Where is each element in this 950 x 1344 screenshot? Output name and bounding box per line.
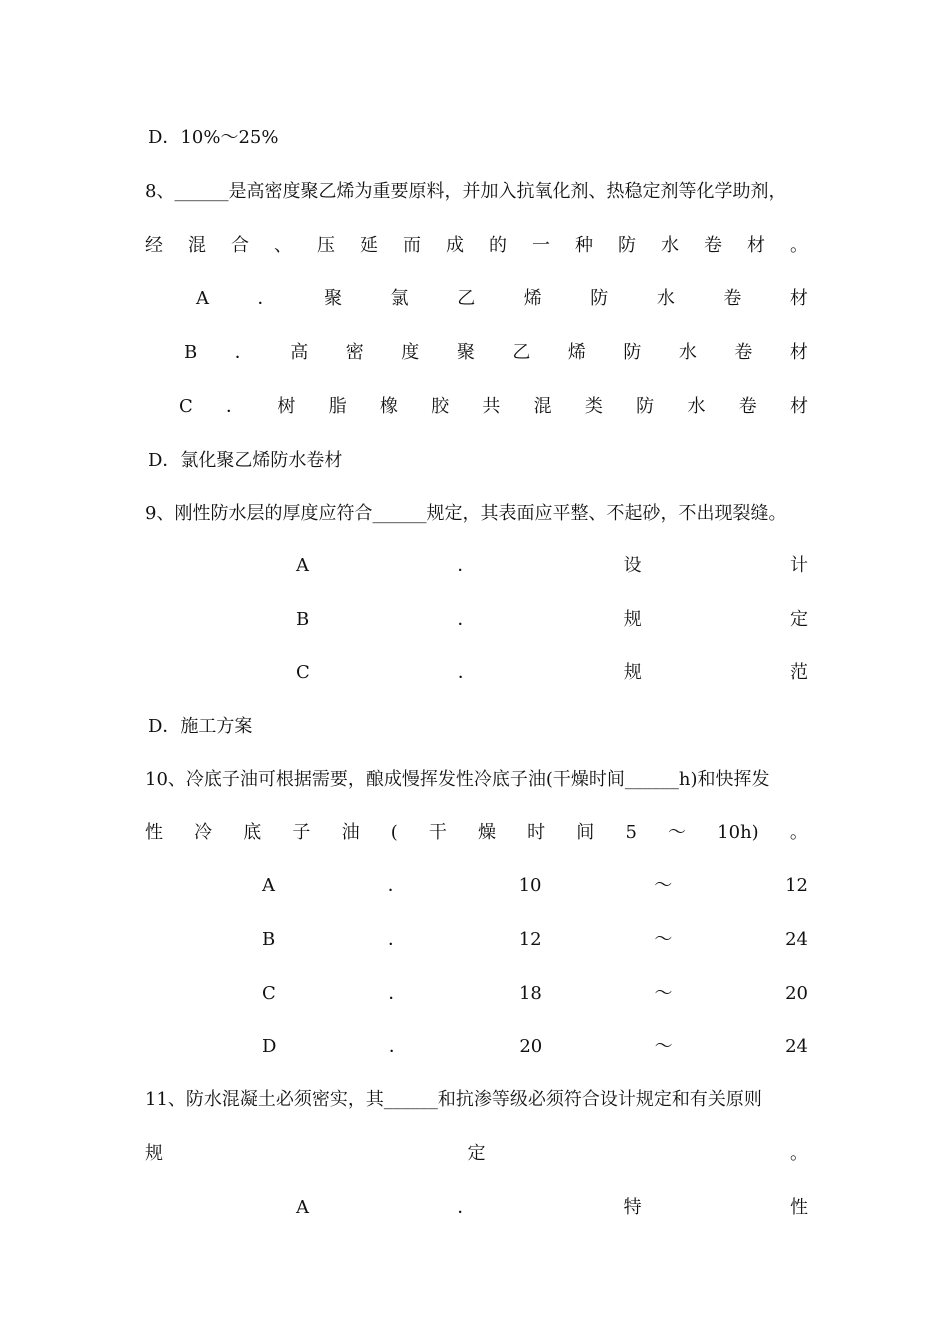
q8-stem-line-2-token: 混 (188, 235, 206, 256)
q10-stem-line-2-token: 燥 (478, 822, 497, 843)
q11-option-a-token: A (296, 1197, 309, 1218)
q8-option-b-token: 烯 (567, 342, 586, 363)
q9-option-a-token: 设 (623, 555, 642, 576)
q8-stem-line-2-token: 合 (231, 235, 249, 256)
q10-option-b-token: 24 (785, 929, 808, 950)
q8-option-b-token: 密 (345, 342, 364, 363)
q10-option-c-token: ． (388, 983, 407, 1004)
q10-stem-line-2-token: 油 (341, 822, 360, 843)
q11-option-a-token: 性 (789, 1197, 808, 1218)
q8-stem-line-2-token: 的 (489, 235, 507, 256)
q11-stem-line-2 (145, 1142, 808, 1166)
q8-option-c-token: 水 (687, 396, 706, 417)
q8-option-b-token: 卷 (734, 342, 753, 363)
q9-option-b-token: ． (457, 609, 476, 630)
q9-option-a-token: 计 (789, 555, 808, 576)
q10-option-b (262, 928, 808, 952)
q10-option-b-token: 12 (518, 929, 542, 950)
q11-stem-line-2-token: 规 (145, 1143, 163, 1164)
q8-option-c-token: 共 (482, 396, 501, 417)
q8-option-b-token: 防 (623, 342, 642, 363)
q10-option-a-token: ． (387, 875, 406, 896)
q8-stem-line-2-token: 材 (747, 235, 765, 256)
q8-option-c-token: ． (226, 396, 245, 417)
q10-stem-line-2-token: 性 (145, 822, 163, 843)
q10-stem-line-2-token: 干 (428, 822, 447, 843)
q8-option-b-token: 度 (401, 342, 420, 363)
q8-option-a-token: 烯 (523, 288, 542, 309)
q9-option-b-token: 定 (789, 609, 808, 630)
q10-stem-line-2-token: 10h) (717, 822, 759, 843)
q10-option-c (262, 982, 808, 1006)
q9-option-a (296, 554, 808, 578)
q8-stem-line-2-token: 水 (661, 235, 679, 256)
q10-option-d-token: D (262, 1036, 277, 1057)
q9-option-c-token: ． (457, 662, 476, 683)
q11-stem-line-1: 11、防水混凝土必须密实，其______和抗渗等级必须符合设计规定和有关原则 (145, 1089, 762, 1110)
q10-option-a-token: A (262, 875, 275, 896)
q8-stem-line-2-token: 压 (317, 235, 335, 256)
q10-option-a (262, 874, 808, 898)
q11-option-a (296, 1196, 808, 1220)
q8-option-c-token: C (179, 396, 193, 417)
q8-option-b-token: B (184, 342, 198, 363)
q8-option-b-token: 材 (789, 342, 808, 363)
q8-stem-line-2-token: 而 (403, 235, 421, 256)
q10-option-d-token: 20 (519, 1036, 543, 1057)
q8-option-c-token: 橡 (379, 396, 398, 417)
q8-stem-line-2-token: 。 (790, 235, 808, 256)
q10-stem-line-2-token: 间 (576, 822, 595, 843)
q10-stem-line-2-token: 底 (243, 822, 262, 843)
q8-stem-line-2-token: 卷 (704, 235, 722, 256)
q9-option-b (296, 608, 808, 632)
q9-option-a-token: ． (457, 555, 476, 576)
q8-option-b-token: 高 (290, 342, 309, 363)
q8-option-c-token: 胶 (431, 396, 450, 417)
q8-stem-line-2-token: 、 (274, 235, 292, 256)
q8-option-b-token: 聚 (456, 342, 475, 363)
q8-option-a-token: A (196, 288, 209, 309)
q8-option-b-token: 水 (678, 342, 697, 363)
q9-option-c-token: C (296, 662, 310, 683)
q10-option-b-token: ～ (654, 929, 673, 950)
q8-stem-line-2-token: 一 (532, 235, 550, 256)
q10-stem-line-2-token: 子 (292, 822, 311, 843)
q8-option-c-token: 防 (636, 396, 655, 417)
q10-option-c-token: ～ (654, 983, 673, 1004)
q11-stem-line-2-token: 。 (790, 1143, 808, 1164)
q8-option-c-token: 脂 (328, 396, 347, 417)
q10-stem-line-2 (145, 821, 808, 845)
q9-stem: 9、刚性防水层的厚度应符合______规定，其表面应平整、不起砂，不出现裂缝。 (145, 503, 787, 524)
q8-stem-line-2-token: 延 (360, 235, 378, 256)
q8-option-a-token: 聚 (324, 288, 343, 309)
q10-stem-line-2-token: ( (390, 822, 398, 843)
q8-stem-line-2-token: 种 (575, 235, 593, 256)
q9-option-c-token: 规 (623, 662, 642, 683)
q8-option-a-token: 氯 (390, 288, 409, 309)
q8-option-a-token: ． (257, 288, 276, 309)
q9-option-b-token: B (296, 609, 310, 630)
q8-option-c-token: 类 (584, 396, 603, 417)
q10-stem-line-2-token: 时 (527, 822, 546, 843)
q10-option-b-token: B (262, 929, 276, 950)
q8-stem-line-2-token: 防 (618, 235, 636, 256)
q10-stem-line-1: 10、冷底子油可根据需要，酿成慢挥发性冷底子油(干燥时间______h)和快挥发 (145, 769, 770, 790)
q10-option-b-token: ． (387, 929, 406, 950)
q11-option-a-token: ． (457, 1197, 476, 1218)
q9-option-c (296, 661, 808, 685)
q8-option-c-token: 材 (789, 396, 808, 417)
q8-option-c (179, 395, 808, 419)
q8-option-c-token: 树 (277, 396, 296, 417)
q8-option-a-token: 防 (590, 288, 609, 309)
q10-option-d (262, 1035, 808, 1059)
q11-stem-line-2-token: 定 (467, 1143, 486, 1164)
q10-option-d-token: ～ (654, 1036, 673, 1057)
q10-option-d-token: ． (388, 1036, 407, 1057)
q8-option-d: D．氯化聚乙烯防水卷材 (148, 450, 343, 471)
q10-option-c-token: C (262, 983, 276, 1004)
q10-option-c-token: 20 (785, 983, 808, 1004)
q8-option-a-token: 材 (789, 288, 808, 309)
q7-option-d: D．10%～25% (148, 127, 279, 148)
q8-option-c-token: 卷 (738, 396, 757, 417)
q8-option-b (184, 341, 808, 365)
q8-stem-line-2 (145, 234, 808, 258)
q9-option-c-token: 范 (789, 662, 808, 683)
q9-option-b-token: 规 (623, 609, 642, 630)
q8-option-b-token: ． (234, 342, 253, 363)
q8-option-c-token: 混 (533, 396, 552, 417)
q8-option-a (196, 287, 808, 311)
q10-stem-line-2-token: 。 (789, 822, 808, 843)
q9-option-a-token: A (296, 555, 309, 576)
q8-stem-line-1: 8、______是高密度聚乙烯为重要原料，并加入抗氧化剂、热稳定剂等化学助剂， (145, 181, 787, 202)
q10-option-a-token: 12 (785, 875, 808, 896)
q10-stem-line-2-token: 冷 (194, 822, 213, 843)
q8-stem-line-2-token: 经 (145, 235, 163, 256)
q10-stem-line-2-token: 5 (625, 822, 637, 843)
q10-option-c-token: 18 (518, 983, 542, 1004)
q10-option-a-token: 10 (518, 875, 542, 896)
q10-stem-line-2-token: ～ (668, 822, 687, 843)
q10-option-d-token: 24 (785, 1036, 808, 1057)
q9-option-d: D．施工方案 (148, 716, 253, 737)
q8-option-a-token: 乙 (457, 288, 476, 309)
q8-option-a-token: 卷 (723, 288, 742, 309)
q10-option-a-token: ～ (654, 875, 673, 896)
q8-option-b-token: 乙 (512, 342, 531, 363)
q8-stem-line-2-token: 成 (446, 235, 464, 256)
q8-option-a-token: 水 (656, 288, 675, 309)
q11-option-a-token: 特 (623, 1197, 642, 1218)
